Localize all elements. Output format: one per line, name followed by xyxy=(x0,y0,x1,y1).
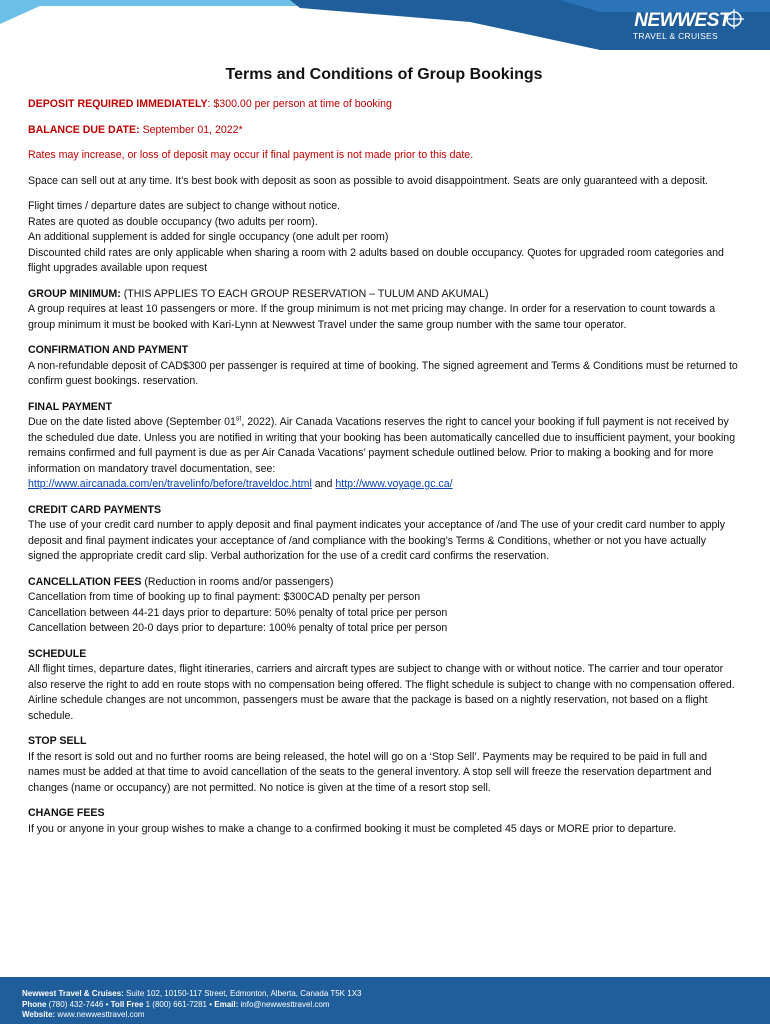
group-minimum-body: A group requires at least 10 passengers or more. If the group minimum is not met pricing may change. In order for a reservation to count towards a group minimum it must be booked with Kari-Lynn at Newwest Travel under the same group number with the same tour operator. xyxy=(28,303,716,331)
footer-tollfree-label: Toll Free xyxy=(110,999,144,1009)
footer-phone: (780) 432-7446 • xyxy=(46,999,111,1009)
group-minimum-section xyxy=(28,287,740,334)
compass-icon xyxy=(724,9,744,29)
flight-notes xyxy=(28,199,740,277)
balance-label: BALANCE DUE DATE: xyxy=(28,123,140,136)
credit-card-body: The use of your credit card number to apply deposit and final payment indicates your acceptance of /and The use of your credit card number to apply deposit and final payment indicates your acceptance of /and compliance with the booking’s Terms & Conditions, whether or not you have actually signed the appropriate credit card slip. Verbal authorization for the use of a credit card confirms the reservation. xyxy=(28,519,726,562)
footer-website-line xyxy=(22,1010,361,1021)
footer-email[interactable]: info@newwesttravel.com xyxy=(238,999,330,1009)
logo-subtitle: TRAVEL & CRUISES xyxy=(632,31,718,41)
voyage-gc-link[interactable]: http://www.voyage.gc.ca/ xyxy=(335,478,453,490)
group-minimum-title: GROUP MINIMUM: xyxy=(28,287,121,300)
flight-note: Flight times / departure dates are subject to change without notice. xyxy=(28,200,341,212)
footer-address-line xyxy=(22,989,361,1000)
confirmation-title: CONFIRMATION AND PAYMENT xyxy=(28,344,189,356)
page-title: Terms and Conditions of Group Bookings xyxy=(225,66,543,83)
footer-website-label: Website: xyxy=(22,1010,56,1019)
schedule-body: All flight times, departure dates, flight itineraries, carriers and aircraft types are subject to change with or without notice. The carrier and tour operator also reserve the right to add en route stops with no compensation being offered. The flight schedule is subject to change with no compensation offered. Airline schedule changes are not uncommon, passengers must be aware that the package is based on a nightly reservation, not based on a flight schedule. xyxy=(28,663,735,722)
footer-website[interactable]: www.newwesttravel.com xyxy=(55,1010,145,1019)
final-payment-body xyxy=(28,415,740,493)
footer-address: Suite 102, 10150-117 Street, Edmonton, Alberta, Canada T5K 1X3 xyxy=(123,989,362,998)
cancellation-line: Cancellation from time of booking up to final payment: $300CAD penalty per person xyxy=(28,591,421,603)
link-join: and xyxy=(311,478,336,490)
cancellation-section xyxy=(28,575,740,637)
flight-note: An additional supplement is added for single occupancy (one adult per room) xyxy=(28,231,389,243)
change-fees-section xyxy=(28,806,740,837)
flight-note: Discounted child rates are only applicable when sharing a room with 2 adults based on double occupancy. Quotes for upgraded room categories and flight upgrades available upon request xyxy=(28,246,724,274)
footer-phone-label: Phone xyxy=(22,999,47,1009)
change-fees-title: CHANGE FEES xyxy=(28,807,105,819)
space-note: Space can sell out at any time. It’s best book with deposit as soon as possible to avoid disappointment. Seats are only guaranteed with a deposit. xyxy=(28,174,708,187)
header-banner xyxy=(0,0,770,50)
footer-tollfree: 1 (800) 661-7281 • xyxy=(143,999,215,1009)
rates-warning: Rates may increase, or loss of deposit may occur if final payment is not made prior to this date. xyxy=(28,149,474,161)
final-payment-text: Due on the date listed above (September 01 xyxy=(28,416,236,428)
footer-email-label: Email: xyxy=(214,999,239,1009)
group-minimum-subtitle: (THIS APPLIES TO EACH GROUP RESERVATION – TULUM AND AKUMAL) xyxy=(120,287,489,300)
deposit-label: DEPOSIT REQUIRED IMMEDIATELY xyxy=(28,98,208,110)
cancellation-line: Cancellation between 20-0 days prior to departure: 100% penalty of total price per person xyxy=(28,622,448,634)
terms-document xyxy=(28,64,740,847)
cancellation-title: CANCELLATION FEES xyxy=(28,575,142,588)
credit-card-section xyxy=(28,503,740,565)
final-payment-title: FINAL PAYMENT xyxy=(28,400,112,413)
footer-company-label: Newwest Travel & Cruises: xyxy=(22,989,124,998)
balance-line xyxy=(28,123,740,139)
flight-note: Rates are quoted as double occupancy (two adults per room). xyxy=(28,215,318,228)
deposit-line xyxy=(28,97,740,113)
stop-sell-title: STOP SELL xyxy=(28,735,87,747)
final-payment-text-cont: , 2022). Air Canada Vacations reserves the right to cancel your booking if full payment is not received by the scheduled due date. Unless you are notified in writing that your booking has been automatically cancelled due to insufficient payment, your booking remains confirmed and full payment is due as per Air Canada Vacations’ payment schedule outlined below. Prior to making a booking and for more information on mandatory travel documentation, see: xyxy=(28,416,736,475)
confirmation-section xyxy=(28,343,740,390)
schedule-section xyxy=(28,647,740,725)
cancellation-subtitle: (Reduction in rooms and/or passengers) xyxy=(141,575,334,588)
credit-card-title: CREDIT CARD PAYMENTS xyxy=(28,503,162,516)
footer-contact-line xyxy=(22,1000,361,1011)
cancellation-line: Cancellation between 44-21 days prior to departure: 50% penalty of total price per person xyxy=(28,606,448,619)
deposit-value: : $300.00 per person at time of booking xyxy=(207,98,392,110)
balance-value: September 01, 2022* xyxy=(139,123,243,136)
aircanada-traveldoc-link[interactable]: http://www.aircanada.com/en/travelinfo/before/traveldoc.html xyxy=(28,478,312,490)
logo-name: NEWWEST xyxy=(634,10,730,31)
change-fees-body: If you or anyone in your group wishes to make a change to a confirmed booking it must be completed 45 days or MORE prior to departure. xyxy=(28,822,677,835)
confirmation-body: A non-refundable deposit of CAD$300 per passenger is required at time of booking. The signed agreement and Terms & Conditions must be returned to confirm guest bookings. reservation. xyxy=(28,359,738,387)
company-logo xyxy=(622,6,752,50)
schedule-title: SCHEDULE xyxy=(28,647,87,660)
final-payment-sup: st xyxy=(235,415,242,423)
final-payment-section xyxy=(28,400,740,493)
stop-sell-section xyxy=(28,734,740,796)
footer-bar xyxy=(0,977,770,1024)
stop-sell-body: If the resort is sold out and no further rooms are being released, the hotel will go on a ‘Stop Sell’. Payments may be required to be paid in full and names must be added at that time to avoid cancellation of the seats to the general inventory. A stop sell will freeze the reservation department and changes (name or occupancy) are not permitted. No notice is given at the time of a resort stop sell. xyxy=(28,750,712,794)
